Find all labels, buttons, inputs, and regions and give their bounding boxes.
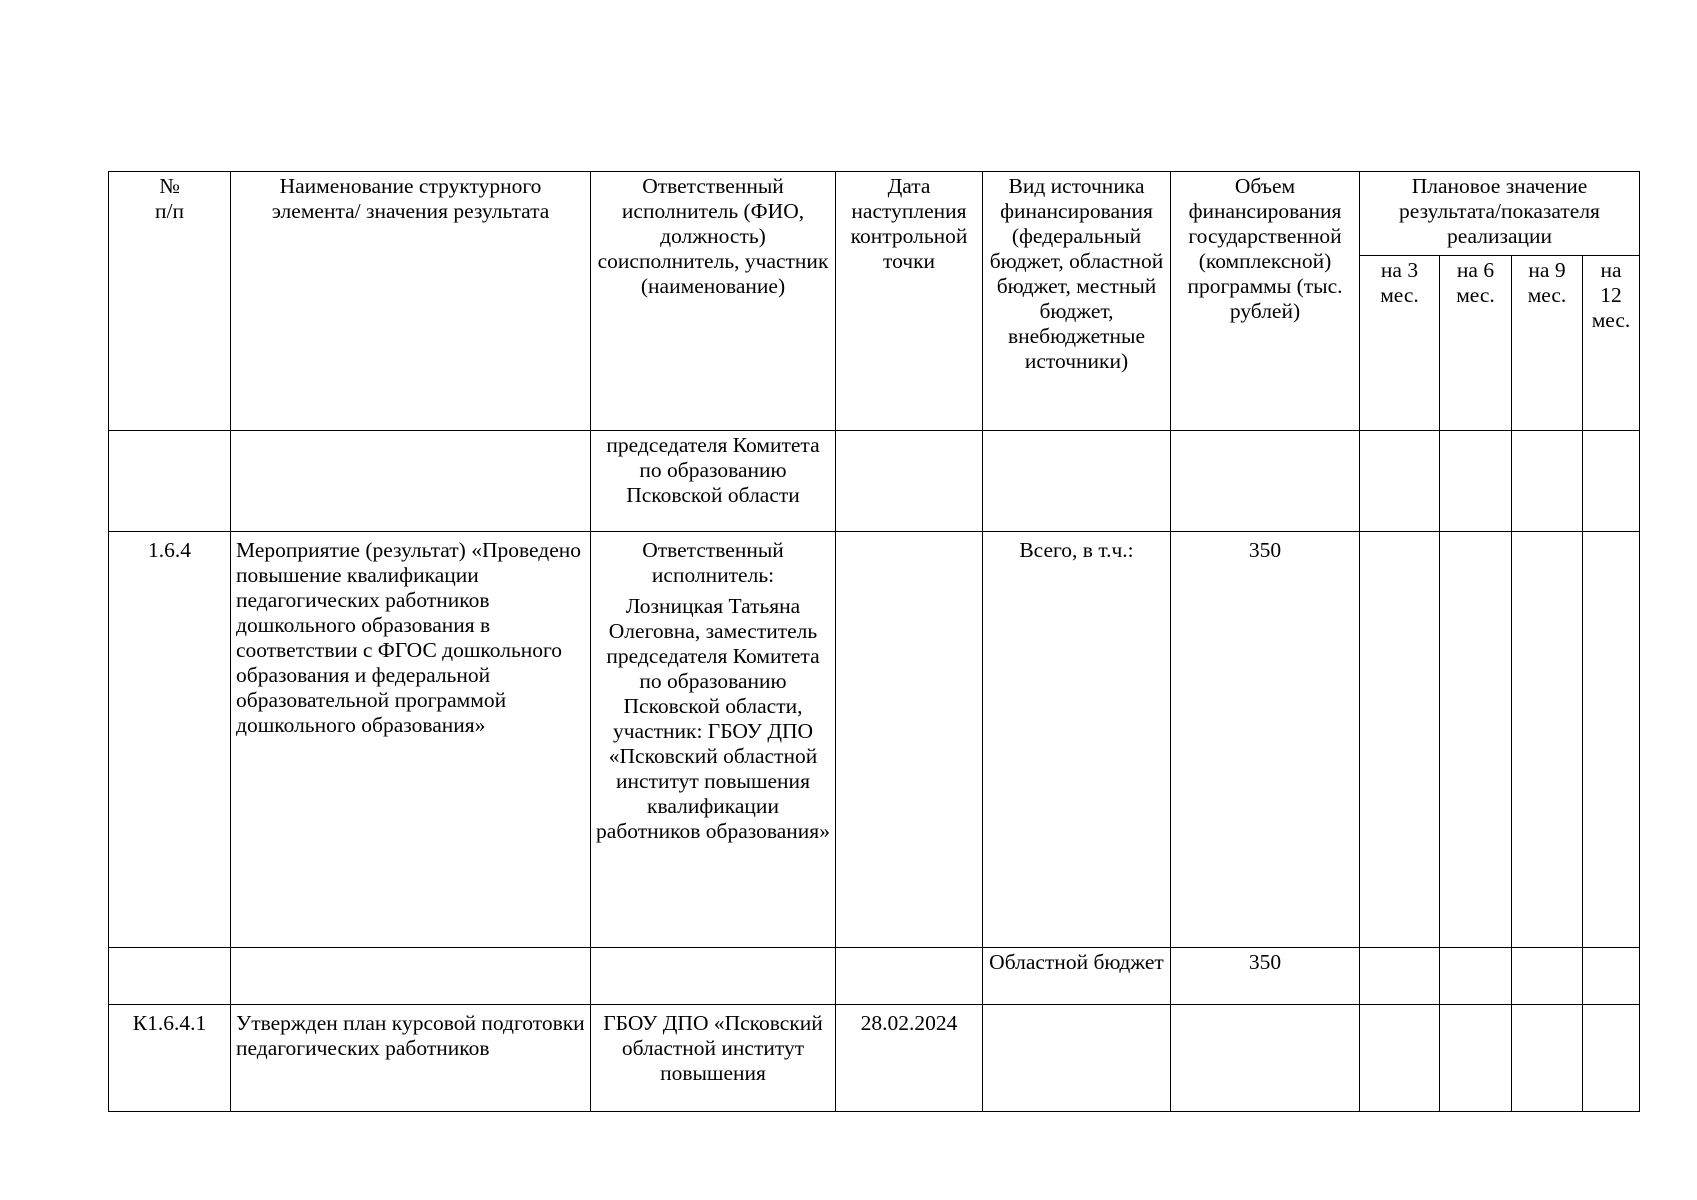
cell-plan-9	[1512, 431, 1583, 532]
cell-plan-12	[1583, 532, 1640, 948]
cell-responsible	[591, 532, 836, 948]
cell-date	[836, 431, 983, 532]
cell-plan-3	[1360, 948, 1440, 1005]
cell-volume: 350	[1171, 948, 1360, 1005]
table-row	[109, 948, 1640, 1005]
cell-plan-12	[1583, 948, 1640, 1005]
header-date: Дата наступления контрольной точки	[836, 172, 983, 431]
cell-source: Всего, в т.ч.:	[983, 532, 1171, 948]
header-number: № п/п	[109, 172, 231, 431]
cell-plan-3	[1360, 1005, 1440, 1112]
cell-plan-3	[1360, 431, 1440, 532]
cell-responsible: ГБОУ ДПО «Псковский областной институт повышения	[591, 1005, 836, 1112]
cell-number: К1.6.4.1	[109, 1005, 231, 1112]
cell-number	[109, 431, 231, 532]
cell-responsible: председателя Комитета по образованию Псковской области	[591, 431, 836, 532]
cell-plan-6	[1440, 1005, 1512, 1112]
cell-plan-6	[1440, 431, 1512, 532]
cell-responsible	[591, 948, 836, 1005]
cell-date	[836, 532, 983, 948]
table-row	[109, 1005, 1640, 1112]
cell-source	[983, 1005, 1171, 1112]
table-row	[109, 532, 1640, 948]
cell-plan-12	[1583, 431, 1640, 532]
plan-table	[108, 171, 1640, 1112]
cell-plan-6	[1440, 948, 1512, 1005]
header-volume: Объем финансирования государственной (комплексной) программы (тыс. рублей)	[1171, 172, 1360, 431]
header-source: Вид источника финансирования (федеральный бюджет, областной бюджет, местный бюджет, внебюджетные источники)	[983, 172, 1171, 431]
cell-volume	[1171, 1005, 1360, 1112]
cell-plan-3	[1360, 532, 1440, 948]
cell-name: Мероприятие (результат) «Проведено повышение квалификации педагогических работников дошкольного образования в соответствии с ФГОС дошкольного образования и федеральной образовательной программой дошкольного образования»	[231, 532, 591, 948]
cell-plan-6	[1440, 532, 1512, 948]
cell-name: Утвержден план курсовой подготовки педагогических работников	[231, 1005, 591, 1112]
cell-source: Областной бюджет	[983, 948, 1171, 1005]
cell-plan-9	[1512, 948, 1583, 1005]
cell-source	[983, 431, 1171, 532]
cell-plan-9	[1512, 532, 1583, 948]
header-9-months: на 9 мес.	[1512, 256, 1583, 431]
cell-number	[109, 948, 231, 1005]
responsible-label: Ответственный исполнитель:	[642, 538, 784, 587]
cell-volume	[1171, 431, 1360, 532]
header-name: Наименование структурного элемента/ значения результата	[231, 172, 591, 431]
cell-name	[231, 431, 591, 532]
header-3-months: на 3 мес.	[1360, 256, 1440, 431]
header-6-months: на 6 мес.	[1440, 256, 1512, 431]
cell-name	[231, 948, 591, 1005]
cell-date: 28.02.2024	[836, 1005, 983, 1112]
cell-volume: 350	[1171, 532, 1360, 948]
header-responsible: Ответственный исполнитель (ФИО, должность) соисполнитель, участник (наименование)	[591, 172, 836, 431]
cell-plan-9	[1512, 1005, 1583, 1112]
cell-date	[836, 948, 983, 1005]
header-12-months: на 12 мес.	[1583, 256, 1640, 431]
table-row	[109, 431, 1640, 532]
cell-number: 1.6.4	[109, 532, 231, 948]
responsible-text: Лозницкая Татьяна Олеговна, заместитель председателя Комитета по образованию Псковской области, участник: ГБОУ ДПО «Псковский областной институт повышения квалификации работников образования»	[596, 594, 830, 843]
cell-plan-12	[1583, 1005, 1640, 1112]
header-plan: Плановое значение результата/показателя реализации	[1360, 172, 1640, 256]
